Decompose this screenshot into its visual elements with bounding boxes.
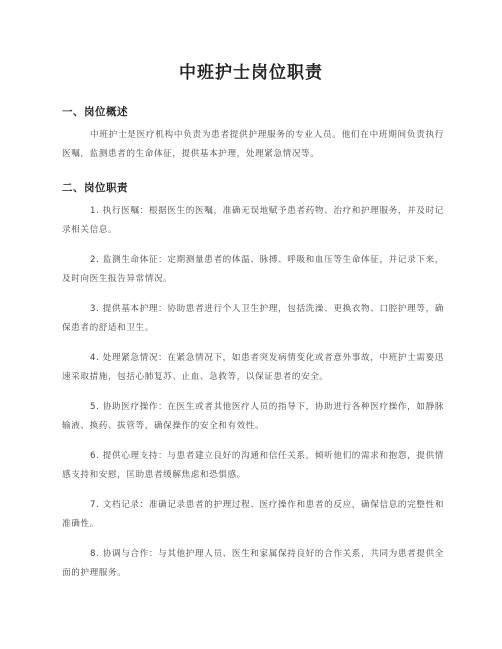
duty-item-2: 2. 监测生命体征：定期测量患者的体温、脉搏、呼吸和血压等生命体征，并记录下来，及时向医生报告异常情况。 <box>62 255 444 284</box>
duty-item-6: 6. 提供心理支持：与患者建立良好的沟通和信任关系，倾听他们的需求和抱怨，提供情感支持和安慰，匡助患者缓解焦虑和恐惧感。 <box>62 451 444 480</box>
page-title: 中班护士岗位职责 <box>179 63 323 83</box>
duty-item-8: 8. 协调与合作：与其他护理人员、医生和家属保持良好的合作关系，共同为患者提供全面的护理服务。 <box>62 549 444 578</box>
duty-item-3: 3. 提供基本护理：协助患者进行个人卫生护理，包括洗澡、更换衣物、口腔护理等，确保患者的舒适和卫生。 <box>62 304 444 333</box>
section-heading-duties: 二、岗位职责 <box>62 182 128 194</box>
overview-paragraph: 中班护士是医疗机构中负责为患者提供护理服务的专业人员。他们在中班期间负责执行医嘱，监测患者的生命体征，提供基本护理，处理紧急情况等。 <box>62 130 444 159</box>
duty-item-5: 5. 协助医疗操作：在医生或者其他医疗人员的指导下，协助进行各种医疗操作，如静脉输液、换药、拔管等，确保操作的安全和有效性。 <box>62 402 444 431</box>
duty-item-7: 7. 文档记录：准确记录患者的护理过程、医疗操作和患者的反应，确保信息的完整性和准确性。 <box>62 500 444 529</box>
duty-item-4: 4. 处理紧急情况：在紧急情况下，如患者突发病情变化或者意外事故，中班护士需要迅速采取措施，包括心肺复苏、止血、急救等，以保证患者的安全。 <box>62 353 444 382</box>
duty-item-1: 1. 执行医嘱：根据医生的医嘱，准确无误地赋予患者药物、治疗和护理服务，并及时记录相关信息。 <box>62 206 444 235</box>
section-heading-overview: 一、岗位概述 <box>62 106 128 118</box>
